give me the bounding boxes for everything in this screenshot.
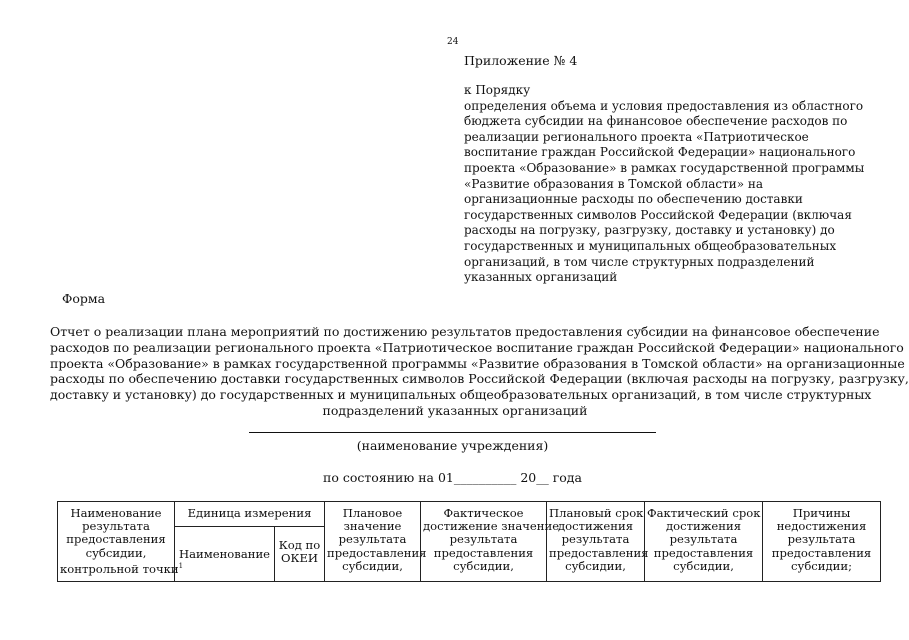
appendix-line: бюджета субсидии на финансовое обеспечение расходов по xyxy=(464,114,848,129)
header-result-name: Наименование результата предоставления субсидии, контрольной точки$^1$ xyxy=(58,502,175,582)
institution-caption: (наименование учреждения) xyxy=(356,438,549,453)
appendix-line: государственных и муниципальных общеобразовательных xyxy=(464,238,837,253)
table-header-row xyxy=(58,502,881,527)
header-actual-value: Фактическое достижение значение результата предоставления субсидии, xyxy=(421,502,547,582)
report-title-line: подразделений указанных организаций xyxy=(322,402,588,418)
report-title-line: Отчет о реализации плана мероприятий по достижению результатов предоставления субсидии на финансовое обеспечение xyxy=(50,324,880,339)
report-title-line: доставку и установку) до государственных и муниципальных общеобразовательных организаций, в том числе структурных xyxy=(50,387,872,403)
appendix-line: «Развитие образования в Томской области» на xyxy=(464,176,764,191)
appendix-line: проекта «Образование» в рамках государственной программы xyxy=(464,160,865,175)
appendix-line: расходы на погрузку, разгрузку, доставку и установку) до xyxy=(464,223,835,238)
page-number: 24 xyxy=(447,37,459,47)
report-title-line: расходы по обеспечению доставки государственных символов Российской Федерации (включая расходы на погрузку, разгрузку, xyxy=(50,371,909,387)
report-title-line: расходов по реализации регионального проекта «Патриотическое воспитание граждан Российской Федерации» национального xyxy=(50,339,904,355)
institution-underline xyxy=(249,432,656,433)
appendix-line: организационные расходы по обеспечению доставки xyxy=(464,192,803,207)
header-unit-group: Единица измерения xyxy=(175,502,325,527)
appendix-line: определения объема и условия предоставления из областного xyxy=(464,98,864,113)
footnote-marker: 1 xyxy=(178,561,184,570)
appendix-line: реализации регионального проекта «Патриотическое xyxy=(464,129,809,144)
appendix-description xyxy=(464,83,894,286)
header-actual-date: Фактический срок достижения результата предоставления субсидии, xyxy=(645,502,763,582)
header-unit-code: Код по ОКЕИ xyxy=(275,527,325,582)
appendix-line: к Порядку xyxy=(464,83,531,97)
appendix-line: государственных символов Российской Федерации (включая xyxy=(464,207,852,222)
header-plan-value: Плановое значение результата предоставления субсидии, xyxy=(325,502,421,582)
appendix-title: Приложение № 4 xyxy=(464,53,578,68)
header-plan-date: Плановый срок достижения результата предоставления субсидии, xyxy=(547,502,645,582)
appendix-line: указанных организаций xyxy=(464,270,618,285)
header-reasons: Причины недостижения результата предоставления субсидии; xyxy=(763,502,881,582)
report-date-line: по состоянию на 01__________ 20__ года xyxy=(323,470,582,485)
header-unit-name: Наименование xyxy=(175,527,275,582)
appendix-line: организаций, в том числе структурных подразделений xyxy=(464,254,815,269)
report-title-line: проекта «Образование» в рамках государственной программы «Развитие образования в Томской области» на организационные xyxy=(50,355,905,371)
report-table xyxy=(57,501,881,582)
report-title xyxy=(50,324,909,419)
form-label: Форма xyxy=(62,291,106,306)
appendix-line: воспитание граждан Российской Федерации» национального xyxy=(464,145,856,160)
